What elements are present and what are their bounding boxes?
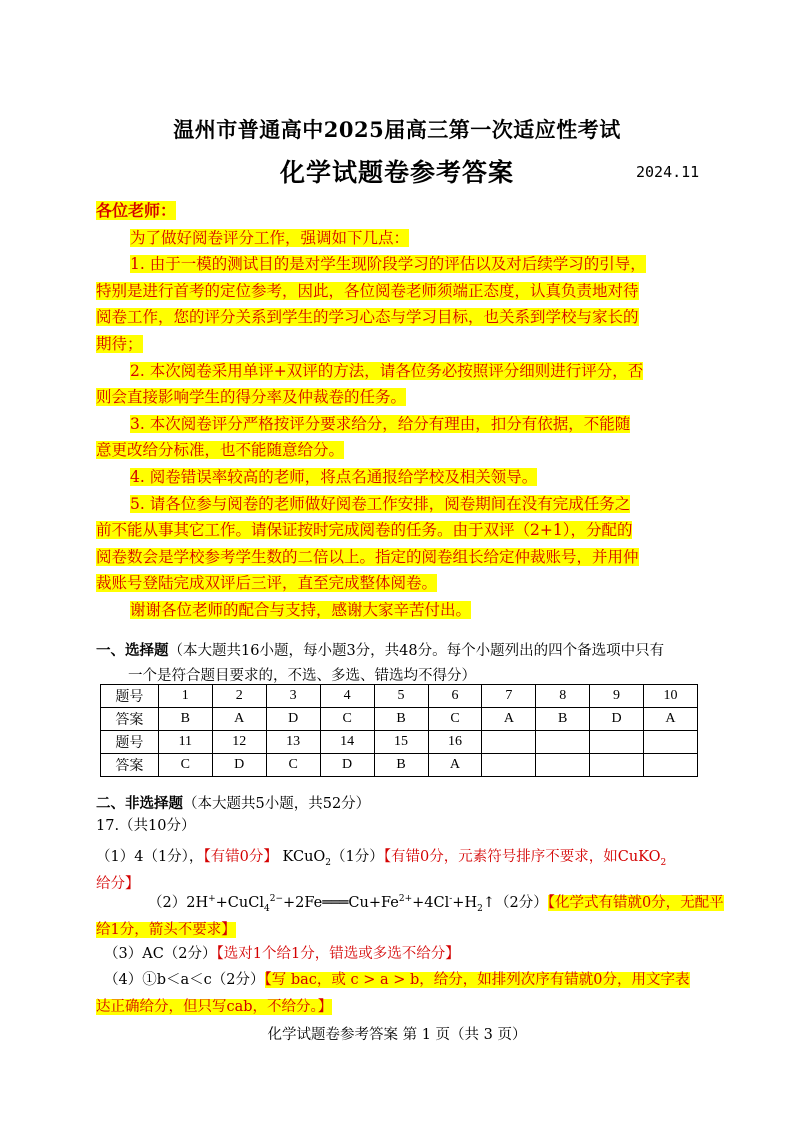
notice-line: 阅卷工作，您的评分关系到学生的学习心态与学习目标，也关系到学校与家长的 (96, 308, 639, 327)
table-cell: A (428, 754, 482, 777)
table-cell: C (158, 754, 212, 777)
table-cell (536, 731, 590, 754)
answer-line (96, 994, 702, 1021)
answer-text: （2）2H (148, 895, 209, 911)
table-cell: B (374, 708, 428, 731)
table-cell: B (158, 708, 212, 731)
table-cell: 8 (536, 685, 590, 708)
table-cell (590, 731, 644, 754)
table-cell: 题号 (101, 685, 159, 708)
section-heading: 一、选择题 (96, 642, 169, 659)
table-cell: D (266, 708, 320, 731)
table-cell: A (482, 708, 536, 731)
table-row (101, 685, 698, 708)
table-cell: 1 (158, 685, 212, 708)
superscript: + (208, 894, 216, 905)
table-cell (643, 754, 697, 777)
subscript: 2 (325, 857, 332, 868)
notice-line: 3. 本次阅卷评分严格按评分要求给分，给分有理由，扣分有依据，不能随 (130, 414, 631, 433)
table-cell: 7 (482, 685, 536, 708)
table-cell: 答案 (101, 754, 159, 777)
notice-line: 4. 阅卷错误率较高的老师，将点名通报给学校及相关领导。 (130, 467, 538, 486)
answer-text: +4Cl (412, 895, 450, 911)
table-cell: 10 (643, 685, 697, 708)
answer-text: （1）4（1分）， (96, 849, 204, 865)
grading-note: 给分】 (96, 876, 140, 892)
grading-note: 【有错0分】 (203, 849, 278, 865)
subscript: 2 (660, 857, 667, 868)
notice-line: 阅卷数会是学校参考学生数的二倍以上。指定的阅卷组长给定仲裁账号，并用仲 (96, 547, 639, 566)
answer-text: KCuO (277, 849, 326, 865)
table-cell (536, 754, 590, 777)
answer-line (96, 844, 702, 871)
answer-line (96, 941, 702, 968)
answer-text: （3）AC（2分） (104, 946, 217, 962)
table-cell: 15 (374, 731, 428, 754)
table-cell: A (643, 708, 697, 731)
notice-line: 特别是进行首考的定位参考，因此，各位阅卷老师须端正态度，认真负责地对待 (96, 281, 639, 300)
section-description-cont: 一个是符合题目要求的，不选、多选、错选均不得分） (128, 668, 476, 684)
section-multiple-choice-desc (96, 638, 702, 664)
table-cell: D (590, 708, 644, 731)
table-cell: C (320, 708, 374, 731)
notice-line: 谢谢各位老师的配合与支持，感谢大家辛苦付出。 (130, 600, 472, 619)
grading-note: 【有错0分，元素符号排序不要求，如CuKO (383, 849, 661, 865)
grader-notice (96, 198, 702, 624)
table-cell: 9 (590, 685, 644, 708)
grading-note: 【选对1个给1分，错选或多选不给分】 (216, 946, 460, 962)
answer-17-part4 (96, 967, 702, 1021)
table-cell: 12 (212, 731, 266, 754)
table-cell: C (266, 754, 320, 777)
table-row (101, 754, 698, 777)
answer-text: +2Fe═══Cu+Fe (283, 895, 399, 911)
superscript: 2− (269, 894, 283, 905)
table-cell (482, 754, 536, 777)
notice-line: 期待； (96, 334, 143, 353)
table-cell (590, 754, 644, 777)
table-cell (482, 731, 536, 754)
document-subtitle: 化学试题卷参考答案 (279, 158, 514, 187)
notice-line: 5. 请各位参与阅卷的老师做好阅卷工作安排，阅卷期间在没有完成任务之 (130, 494, 631, 513)
page-footer: 化学试题卷参考答案 第 1 页（共 3 页） (267, 1027, 527, 1043)
answer-17-part2 (96, 890, 724, 944)
table-cell: 13 (266, 731, 320, 754)
notice-greeting: 各位老师： (96, 201, 177, 220)
notice-line: 为了做好阅卷评分工作，强调如下几点： (130, 228, 410, 247)
section-description: （本大题共16小题，每小题3分，共48分。每个小题列出的四个备选项中只有 (168, 643, 665, 659)
table-cell: 题号 (101, 731, 159, 754)
answer-text: +CuCl (215, 895, 264, 911)
exam-title: 温州市普通高中2025届高三第一次适应性考试 (173, 117, 621, 142)
section-heading: 二、非选择题 (96, 795, 183, 812)
grading-note: 达正确给分，但只写cab，不给分。】 (96, 999, 333, 1015)
answer-text: （1分） (331, 849, 384, 865)
answer-line (96, 917, 702, 944)
table-cell: 3 (266, 685, 320, 708)
answer-text: ↑（2分） (482, 895, 548, 911)
table-cell: 4 (320, 685, 374, 708)
grading-note: 【写 bac，或 c > a > b，给分，如排列次序有错就0分，用文字表 (264, 972, 690, 988)
notice-line: 2. 本次阅卷采用单评+双评的方法，请各位务必按照评分细则进行评分，否 (130, 361, 644, 380)
notice-line: 则会直接影响学生的得分率及仲裁卷的任务。 (96, 388, 407, 407)
table-cell: C (428, 708, 482, 731)
table-cell: 5 (374, 685, 428, 708)
table-cell: 2 (212, 685, 266, 708)
table-cell: B (374, 754, 428, 777)
table-cell: D (320, 754, 374, 777)
answer-17-part3 (96, 941, 702, 968)
table-cell: 16 (428, 731, 482, 754)
document-date: 2024.11 (636, 163, 700, 181)
table-cell: D (212, 754, 266, 777)
section-free-response (96, 792, 370, 816)
table-cell (643, 731, 697, 754)
notice-line: 前不能从事其它工作。请保证按时完成阅卷的任务。由于双评（2+1），分配的 (96, 521, 633, 540)
table-cell: A (212, 708, 266, 731)
grading-note: 【化学式有错就0分，无配平 (547, 895, 724, 911)
superscript: - (449, 894, 453, 905)
table-cell: 14 (320, 731, 374, 754)
table-cell: 11 (158, 731, 212, 754)
table-cell: 6 (428, 685, 482, 708)
answer-text: +H (452, 895, 478, 911)
section-description: （本大题共5小题，共52分） (183, 796, 371, 812)
grading-note: 给1分，箭头不要求】 (96, 922, 236, 938)
answer-line (96, 967, 702, 994)
table-row (101, 731, 698, 754)
question-17-title: 17.（共10分） (96, 818, 196, 834)
notice-line: 1. 由于一模的测试目的是对学生现阶段学习的评估以及对后续学习的引导， (130, 255, 646, 274)
superscript: 2+ (398, 894, 413, 905)
subscript: 2 (477, 903, 483, 914)
answer-text: （4）①b＜a＜c（2分） (104, 972, 265, 988)
table-cell: 答案 (101, 708, 159, 731)
table-cell: B (536, 708, 590, 731)
notice-line: 意更改给分标准，也不能随意给分。 (96, 441, 345, 460)
answer-line (96, 890, 724, 917)
table-row (101, 708, 698, 731)
notice-line: 裁账号登陆完成双评后三评，直至完成整体阅卷。 (96, 574, 438, 593)
answer-table (100, 684, 698, 777)
subscript: 4 (263, 903, 270, 914)
section-multiple-choice (96, 638, 702, 689)
